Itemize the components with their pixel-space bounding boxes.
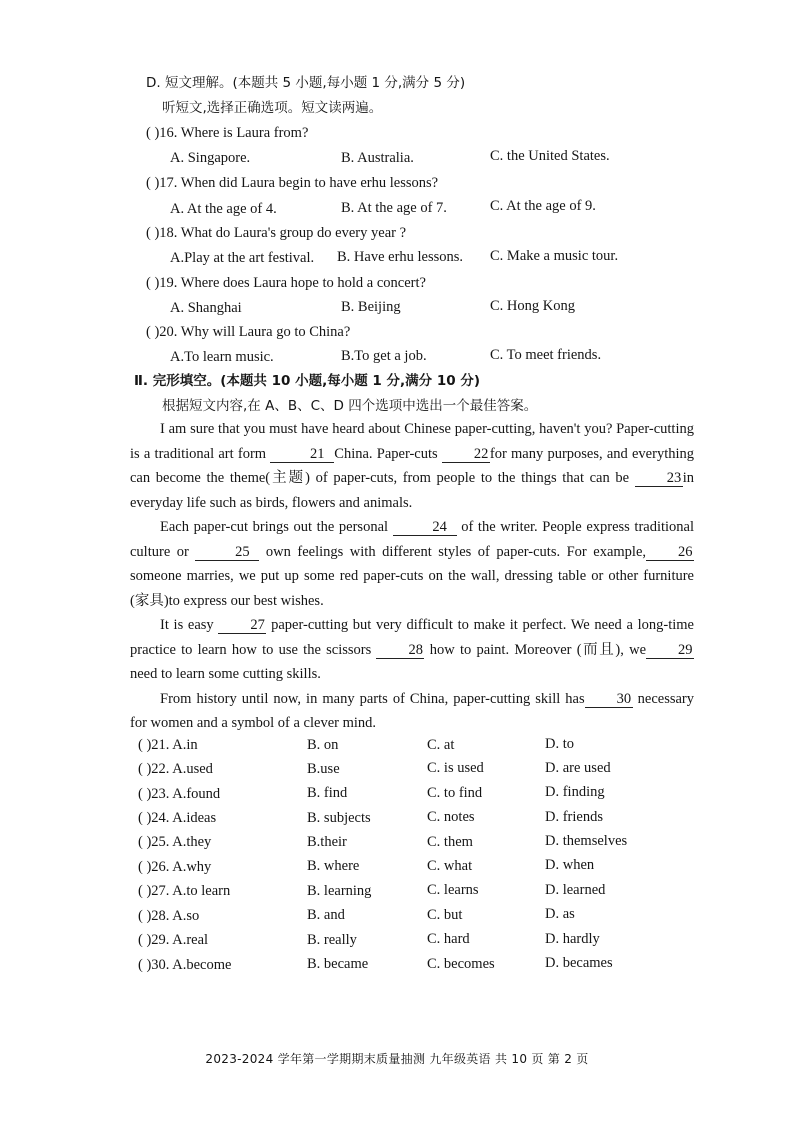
option-30-d[interactable]: D. becames: [545, 955, 613, 971]
option-22-b[interactable]: B.use: [307, 761, 340, 777]
option-row-28-number: ( )28. A.so: [138, 908, 200, 924]
section-2-instruction: 根据短文内容,在 A、B、C、D 四个选项中选出一个最佳答案。: [162, 398, 538, 414]
option-25-b[interactable]: B.their: [307, 834, 347, 850]
passage-text: China. Paper-cuts: [334, 445, 438, 462]
passage-paragraph-4: [130, 687, 694, 736]
option-22-d[interactable]: D. are used: [545, 760, 611, 776]
option-23-c[interactable]: C. to find: [427, 785, 483, 801]
section-d-title: D. 短文理解。(本题共 5 小题,每小题 1 分,满分 5 分): [146, 75, 466, 91]
passage-paragraph-3: [130, 613, 694, 687]
option-28-c[interactable]: C. but: [427, 907, 463, 923]
option-27-b[interactable]: B. learning: [307, 883, 372, 899]
option-30-c[interactable]: C. becomes: [427, 956, 495, 972]
q18-option-b[interactable]: B. Have erhu lessons.: [337, 249, 464, 265]
q19-option-a[interactable]: A. Shanghai: [170, 300, 242, 316]
option-26-c[interactable]: C. what: [427, 858, 473, 874]
option-27-d[interactable]: D. learned: [545, 882, 606, 898]
option-24-d[interactable]: D. friends: [545, 809, 603, 825]
blank-30[interactable]: 30: [585, 692, 633, 708]
passage-text: Each paper-cut brings out the personal: [160, 519, 389, 535]
blank-23[interactable]: 23: [635, 471, 683, 487]
option-row-21-number: ( )21. A.in: [138, 737, 198, 753]
question-17-stem: ( )17. When did Laura begin to have erhu lessons?: [146, 175, 439, 191]
option-row-23-number: ( )23. A.found: [138, 786, 221, 802]
option-row-25-number: ( )25. A.they: [138, 834, 212, 850]
option-29-d[interactable]: D. hardly: [545, 931, 600, 947]
option-28-b[interactable]: B. and: [307, 907, 345, 923]
option-26-b[interactable]: B. where: [307, 858, 360, 874]
blank-27[interactable]: 27: [218, 618, 266, 634]
blank-26[interactable]: 26: [646, 545, 694, 561]
blank-29[interactable]: 29: [646, 643, 694, 659]
blank-28[interactable]: 28: [376, 643, 424, 659]
option-25-d[interactable]: D. themselves: [545, 833, 628, 849]
option-23-b[interactable]: B. find: [307, 785, 348, 801]
q17-option-b[interactable]: B. At the age of 7.: [341, 200, 447, 216]
blank-24[interactable]: 24: [393, 520, 457, 536]
q16-option-c[interactable]: C. the United States.: [490, 148, 610, 164]
option-29-c[interactable]: C. hard: [427, 931, 470, 947]
q20-option-c[interactable]: C. To meet friends.: [490, 347, 602, 363]
passage-text: how to paint. Moreover (而且), we: [429, 641, 647, 658]
blank-21[interactable]: 21: [270, 447, 334, 463]
option-26-d[interactable]: D. when: [545, 857, 595, 873]
option-25-c[interactable]: C. them: [427, 834, 473, 850]
question-20-stem: ( )20. Why will Laura go to China?: [146, 324, 351, 340]
option-row-29-number: ( )29. A.real: [138, 932, 209, 948]
q16-option-b[interactable]: B. Australia.: [341, 150, 414, 166]
passage-text: need to learn some cutting skills.: [130, 666, 321, 682]
passage-text: I am sure that you must have heard about Chinese paper-cutting, haven't you? Paper-cutting is a traditional art form: [130, 421, 694, 462]
q18-option-c[interactable]: C. Make a music tour.: [490, 248, 619, 264]
question-19-stem: ( )19. Where does Laura hope to hold a concert?: [146, 275, 426, 291]
option-row-26-number: ( )26. A.why: [138, 859, 212, 875]
q17-option-a[interactable]: A. At the age of 4.: [170, 201, 277, 217]
option-28-d[interactable]: D. as: [545, 906, 575, 922]
option-21-b[interactable]: B. on: [307, 737, 339, 753]
passage-paragraph-2: [130, 515, 694, 613]
blank-25[interactable]: 25: [195, 545, 259, 561]
q20-option-a[interactable]: A.To learn music.: [170, 349, 274, 365]
option-22-c[interactable]: C. is used: [427, 760, 484, 776]
passage-text: own feelings with different styles of paper-cuts. For example,: [265, 543, 647, 560]
option-24-c[interactable]: C. notes: [427, 809, 475, 825]
option-21-d[interactable]: D. to: [545, 736, 574, 752]
passage-text: paper-cutting but very difficult to make it perfect. We need a long-time practice to learn how to use the scissors: [130, 617, 694, 658]
q20-option-b[interactable]: B.To get a job.: [341, 348, 427, 364]
cloze-passage: [130, 417, 694, 736]
option-row-22-number: ( )22. A.used: [138, 761, 213, 777]
q18-option-a[interactable]: A.Play at the art festival.: [170, 250, 315, 266]
option-row-30-number: ( )30. A.become: [138, 957, 232, 973]
q19-option-b[interactable]: B. Beijing: [341, 299, 401, 315]
passage-text: It is easy: [160, 617, 214, 633]
option-21-c[interactable]: C. at: [427, 737, 455, 753]
passage-text: in everyday life such as birds, flowers and animals.: [130, 470, 695, 511]
option-23-d[interactable]: D. finding: [545, 784, 605, 800]
passage-text: From history until now, in many parts of China, paper-cutting skill has: [160, 690, 585, 707]
passage-text: someone marries, we put up some red paper-cuts on the wall, dressing table or other furniture (家具)to express our best wishes.: [130, 568, 694, 609]
option-24-b[interactable]: B. subjects: [307, 810, 371, 826]
passage-text: of the writer. People express traditional culture or: [130, 519, 695, 560]
option-30-b[interactable]: B. became: [307, 956, 369, 972]
section-d-instruction: 听短文,选择正确选项。短文读两遍。: [162, 100, 383, 116]
page-footer: 2023-2024 学年第一学期期末质量抽测 九年级英语 共 10 页 第 2 页: [205, 1052, 589, 1066]
passage-paragraph-1: [130, 417, 694, 515]
option-27-c[interactable]: C. learns: [427, 882, 479, 898]
q16-option-a[interactable]: A. Singapore.: [170, 150, 251, 166]
blank-22[interactable]: 22: [442, 447, 490, 463]
section-2-title: Ⅱ. 完形填空。(本题共 10 小题,每小题 1 分,满分 10 分): [134, 373, 480, 389]
q19-option-c[interactable]: C. Hong Kong: [490, 298, 575, 314]
option-row-27-number: ( )27. A.to learn: [138, 883, 231, 899]
q17-option-c[interactable]: C. At the age of 9.: [490, 198, 596, 214]
passage-text: for many purposes, and everything can become the theme(主题) of paper-cuts, from people to the things that can be: [130, 445, 694, 486]
option-row-24-number: ( )24. A.ideas: [138, 810, 217, 826]
question-18-stem: ( )18. What do Laura's group do every year ?: [146, 225, 407, 241]
question-16-stem: ( )16. Where is Laura from?: [146, 125, 309, 141]
passage-text: necessary for women and a symbol of a clever mind.: [130, 690, 694, 731]
option-29-b[interactable]: B. really: [307, 932, 357, 948]
